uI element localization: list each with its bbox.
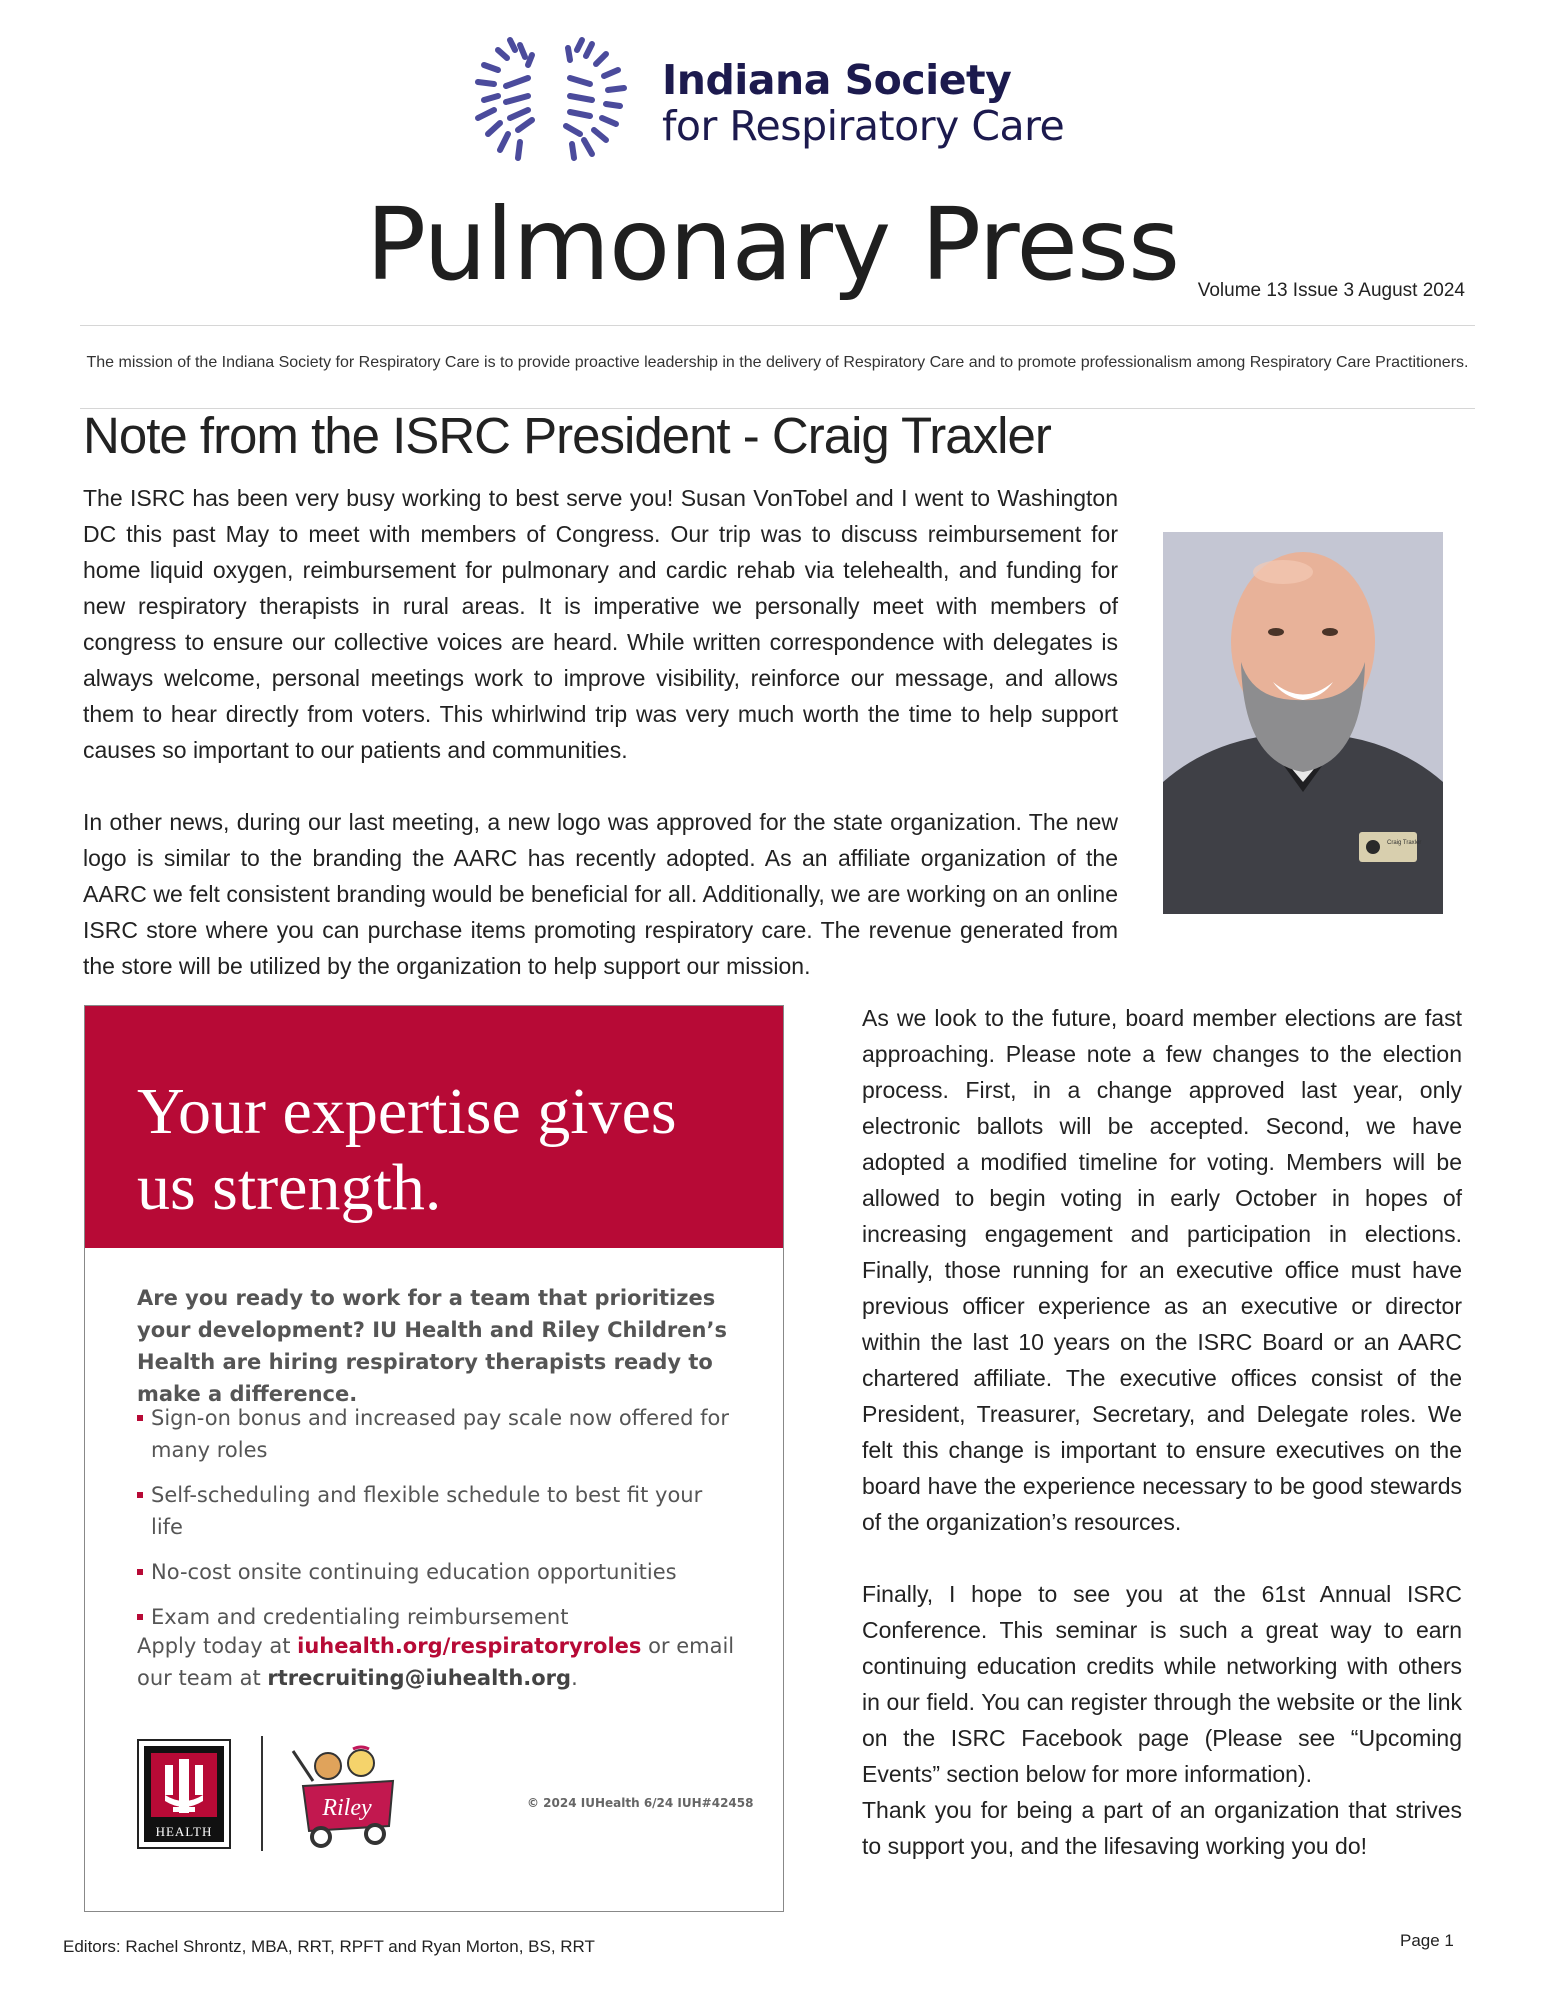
page-number: Page 1: [1400, 1931, 1454, 1950]
article-right-column: [862, 1000, 1462, 1864]
iu-health-logo: [137, 1739, 231, 1849]
riley-childrens-logo: [283, 1741, 413, 1851]
apply-suffix: .: [571, 1666, 578, 1690]
ad-benefit-item: Sign-on bonus and increased pay scale now offered for many roles: [137, 1402, 737, 1466]
ad-headline-line: us strength.: [137, 1151, 442, 1224]
sunburst-logo-icon: [470, 30, 640, 170]
ad-lead-text: Are you ready to work for a team that prioritizes your development? IU Health and Riley Children’s Health are hiring respiratory therapists ready to make a difference.: [137, 1286, 727, 1406]
ad-headline-line: Your expertise gives: [137, 1075, 677, 1148]
ad-apply-text: [137, 1630, 737, 1694]
iu-health-ad: [84, 1005, 784, 1912]
apply-email-link[interactable]: rtrecruiting@iuhealth.org: [267, 1666, 572, 1690]
apply-prefix: Apply today at: [137, 1634, 298, 1658]
article-paragraph: Finally, I hope to see you at the 61st Annual ISRC Conference. This seminar is such a great way to earn continuing education credits while networking with others in our field. You can register through the website or the link on the ISRC Facebook page (Please see “Upcoming Events” section below for more information).: [862, 1581, 1462, 1787]
article-paragraph: As we look to the future, board member elections are fast approaching. Please note a few changes to the election process. First, in a change approved last year, only electronic ballots will be accepted. Second, we have adopted a modified timeline for voting. Members will be allowed to begin voting in early October in hopes of increasing engagement and participation in elections. Finally, those running for an executive office must have previous officer experience as an executive or director within the last 10 years on the ISRC Board or an AARC chartered affiliate. The executive offices consist of the President, Treasurer, Secretary, and Delegate roles. We felt this change is important to ensure executives on the board have the experience necessary to be good stewards of the organization’s resources.: [862, 1005, 1462, 1535]
article-title: Note from the ISRC President - Craig Traxler: [83, 407, 1051, 464]
issue-info: Volume 13 Issue 3 August 2024: [1197, 280, 1465, 301]
article-paragraph: In other news, during our last meeting, a new logo was approved for the state organization. The new logo is similar to the branding the AARC has recently adopted. As an affiliate organization of the AARC we felt consistent branding would be beneficial for all. Additionally, we are working on an online ISRC store where you can purchase items promoting respiratory care. The revenue generated from the store will be utilized by the organization to help support our mission.: [83, 809, 1118, 979]
apply-middle: or email our team at: [137, 1634, 735, 1690]
ad-copyright: © 2024 IUHealth 6/24 IUH#42458: [527, 1796, 754, 1810]
masthead-title: Pulmonary Press: [365, 186, 1180, 303]
logo-divider: [261, 1736, 263, 1851]
apply-link[interactable]: iuhealth.org/respiratoryroles: [297, 1634, 642, 1658]
name-badge-text: Craig Traxler: [1387, 840, 1422, 846]
ad-benefit-item: Exam and credentialing reimbursement: [137, 1601, 737, 1633]
ad-benefits-list: [137, 1402, 737, 1646]
ad-headline: [137, 1074, 677, 1226]
isrc-logo: [470, 30, 1070, 170]
riley-logo-text: Riley: [322, 1795, 372, 1821]
org-name-line2: for Respiratory Care: [662, 102, 1065, 150]
ad-banner: [85, 1006, 783, 1248]
president-photo: [1163, 532, 1443, 914]
article-paragraph: Thank you for being a part of an organization that strives to support you, and the lifesaving working you do!: [862, 1797, 1462, 1859]
portrait-image: [1163, 532, 1443, 914]
mission-statement: The mission of the Indiana Society for Respiratory Care is to provide proactive leadership in the delivery of Respiratory Care and to promote professionalism among Respiratory Care Practitioners.: [86, 354, 1469, 371]
divider: [80, 325, 1475, 326]
article-paragraph: The ISRC has been very busy working to best serve you! Susan VonTobel and I went to Washington DC this past May to meet with members of Congress. Our trip was to discuss reimbursement for home liquid oxygen, reimbursement for pulmonary and cardic rehab via telehealth, and funding for new respiratory therapists in rural areas. It is imperative we personally meet with members of congress to ensure our collective voices are heard. While written correspondence with delegates is always welcome, personal meetings work to improve visibility, reinforce our message, and allows them to hear directly from voters. This whirlwind trip was very much worth the time to help support causes so important to our patients and communities.: [83, 485, 1118, 763]
ad-benefit-item: Self-scheduling and flexible schedule to best fit your life: [137, 1479, 737, 1543]
editors-credit: Editors: Rachel Shrontz, MBA, RRT, RPFT and Ryan Morton, BS, RRT: [63, 1937, 595, 1956]
ad-benefit-item: No-cost onsite continuing education opportunities: [137, 1556, 737, 1588]
iu-logo-text: HEALTH: [155, 1824, 213, 1839]
org-name-line1: Indiana Society: [662, 56, 1012, 104]
article-intro: [83, 480, 1118, 984]
